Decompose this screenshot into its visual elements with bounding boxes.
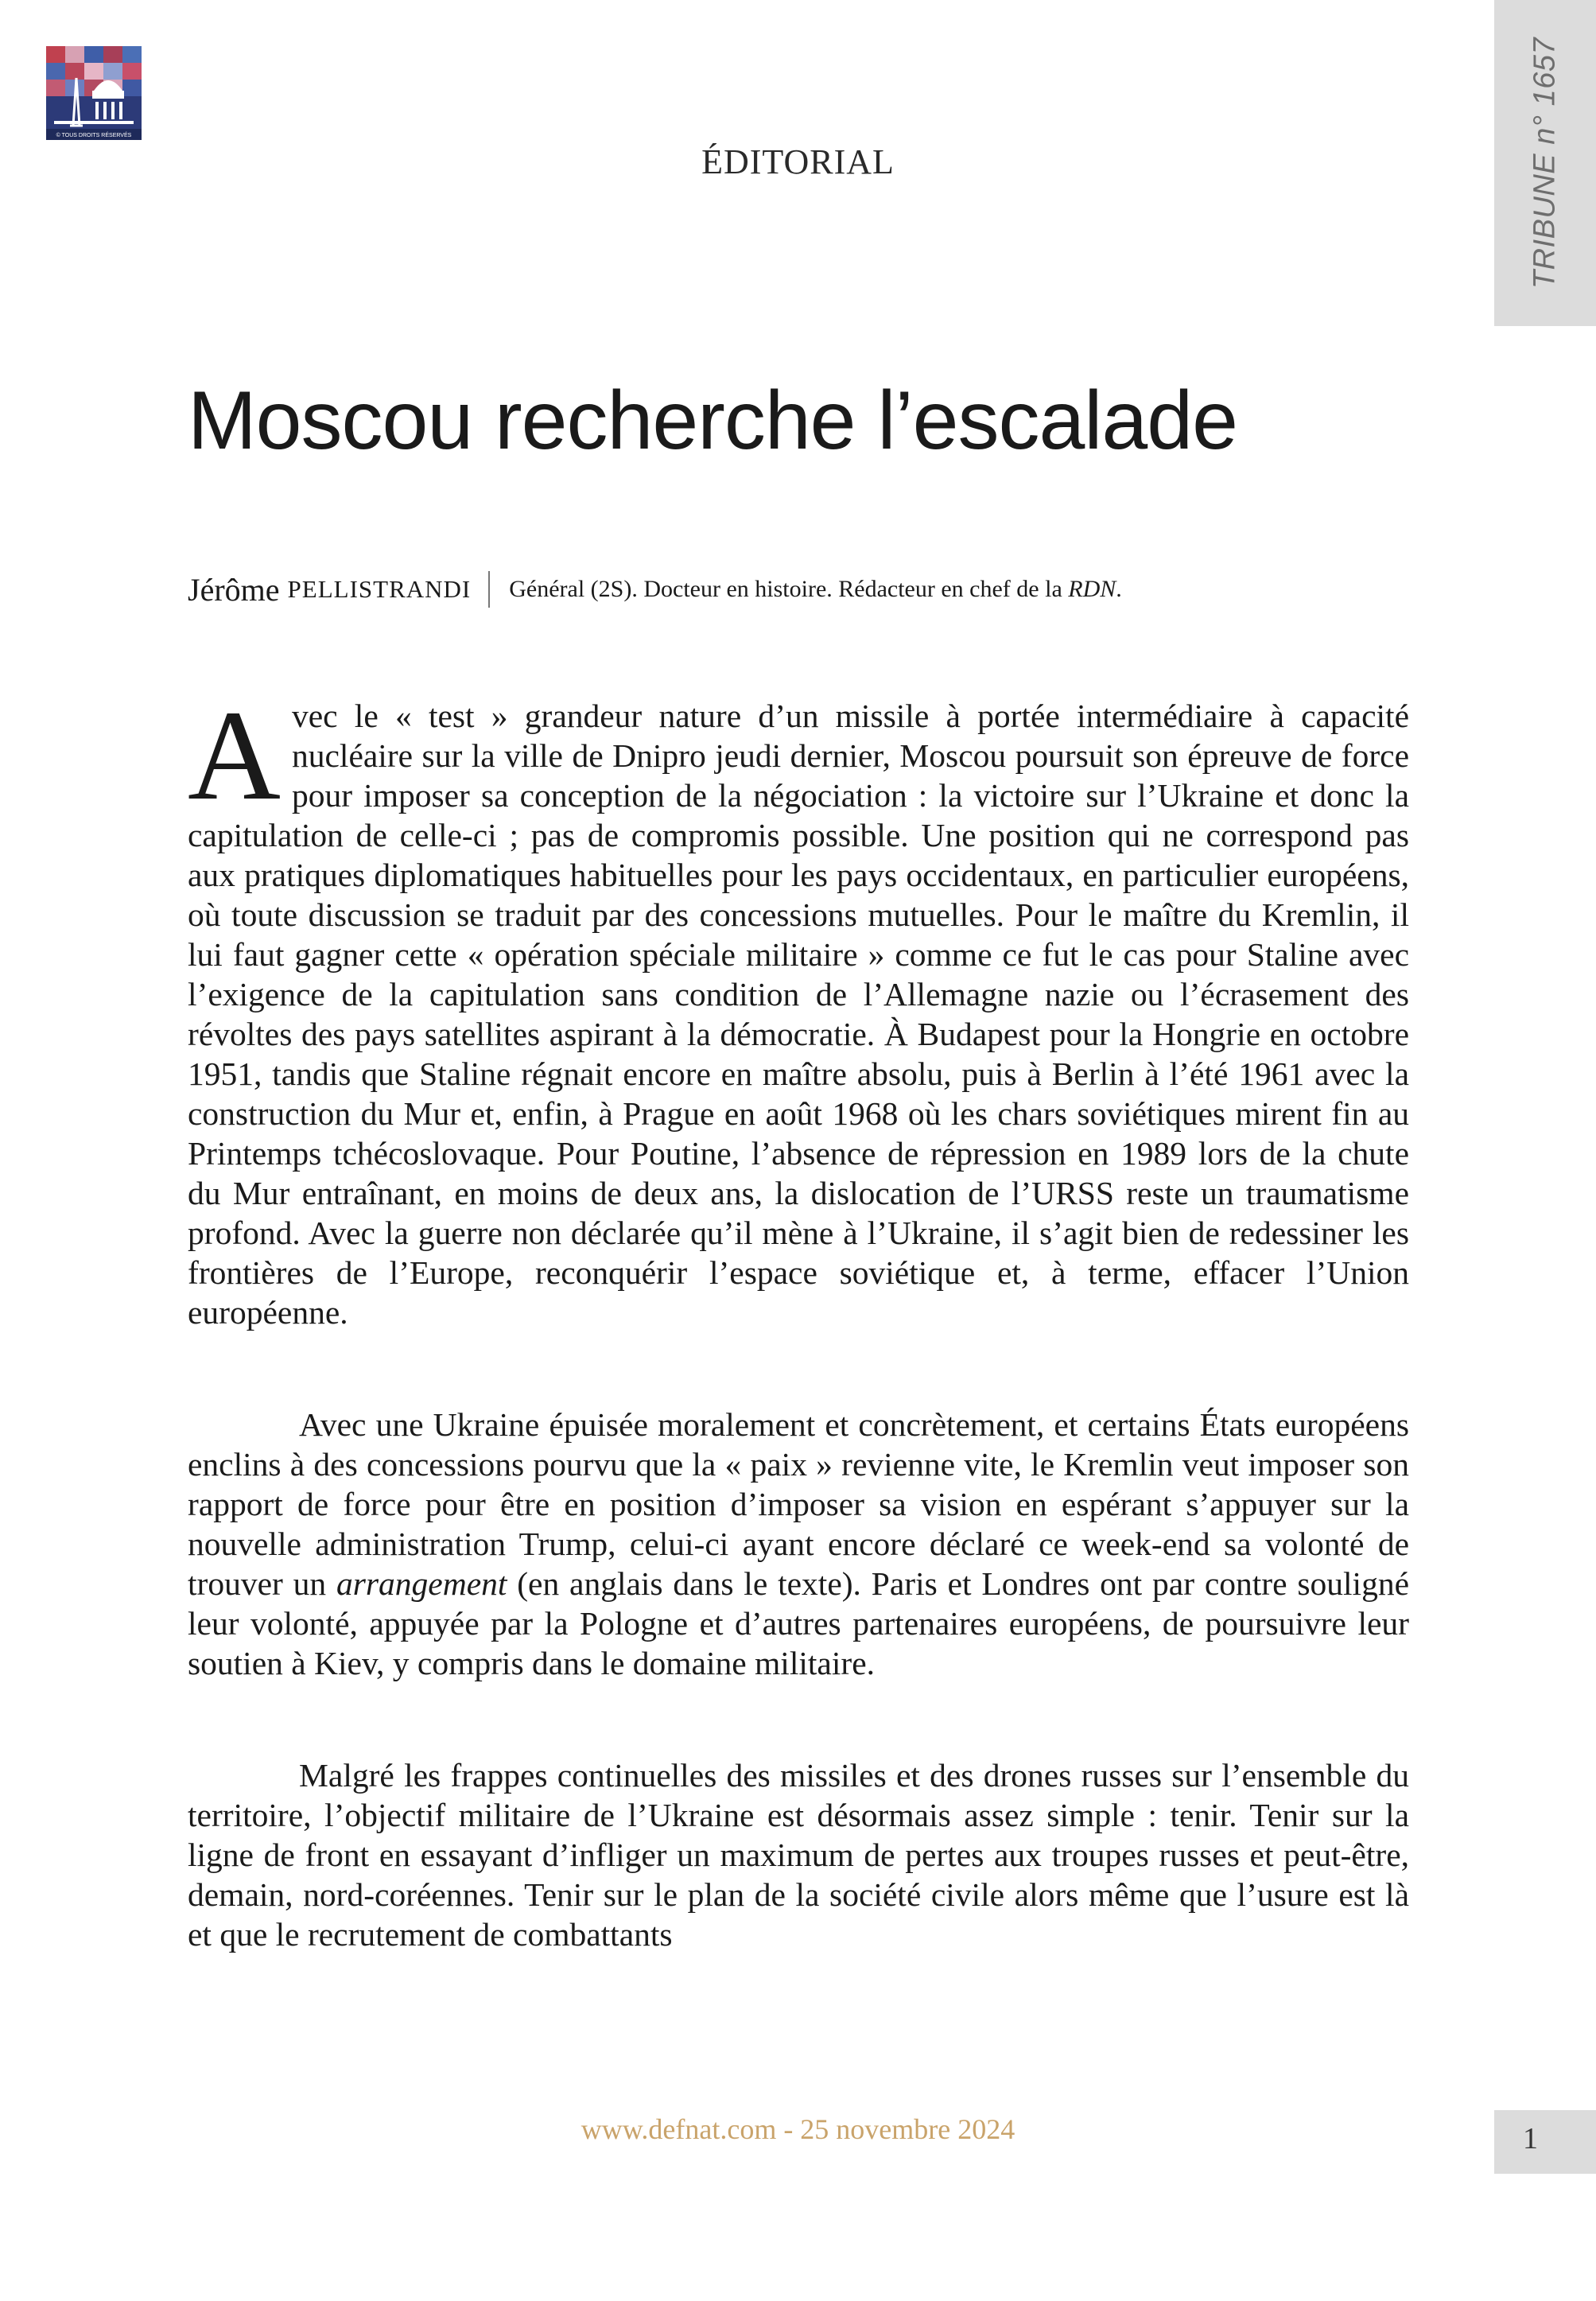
author-description-prefix: Général (2S). Docteur en histoire. Rédacteur en chef de la xyxy=(509,576,1069,602)
byline-separator xyxy=(488,571,490,608)
footer-url-date: www.defnat.com - 25 novembre 2024 xyxy=(581,2113,1015,2145)
section-label: ÉDITORIAL xyxy=(701,142,895,181)
paragraph-1: Avec le « test » grandeur nature d’un missile à portée intermédiaire à capacité nucléaire sur la ville de Dnipro jeudi dernier, Moscou poursuit son épreuve de force pour imposer sa conception de la négociation : la victoire sur l’Ukraine et donc la capitulation de celle-ci ; pas de compromis possible. Une position qui ne correspond pas aux pratiques diplomatiques habituelles pour les pays occidentaux, en particulier européens, où toute discussion se traduit par des concessions mutuelles. Pour le maître du Kremlin, il lui faut gagner cette « opération spéciale militaire » comme ce fut le cas pour Staline avec l’exigence de la capitulation sans condition de l’Allemagne nazie ou l’écrasement des révoltes des pays satellites aspirant à la démocratie. À Budapest pour la Hongrie en octobre 1951, tandis que Staline régnait encore en maître absolu, puis à Berlin à l’été 1961 avec la construction du Mur et, enfin, à Prague en août 1968 où les chars soviétiques mirent fin au Printemps tchécoslovaque. Pour Poutine, l’absence de répression en 1989 lors de la chute du Mur entraînant, en moins de deux ans, la dislocation de l’URSS reste un traumatisme profond. Avec la guerre non déclarée qu’il mène à l’Ukraine, il s’agit bien de redessiner les frontières de l’Europe, reconquérir l’espace soviétique et, à terme, effacer l’Union européenne. xyxy=(188,685,1409,1331)
author-description-journal: RDN xyxy=(1068,576,1116,602)
page-number-box xyxy=(1494,2110,1596,2174)
paragraph-2-emphasis: arrangement xyxy=(336,1565,507,1602)
article-title: Moscou recherche l’escalade xyxy=(188,375,1237,467)
author-last-name: PELLISTRANDI xyxy=(287,575,472,603)
logo-caption: © TOUS DROITS RÉSERVÉS xyxy=(56,133,132,138)
paragraph-2 xyxy=(188,1405,1409,1683)
paragraph-2-after: (en anglais dans le texte). Paris et Londres ont par contre souligné leur volonté, appuyée par la Pologne et d’autres partenaires européens, de poursuivre leur soutien à Kiev, y compris dans le domaine militaire. xyxy=(188,1565,1409,1681)
rdn-logo xyxy=(46,46,142,140)
rdn-logo-graphic xyxy=(46,46,142,140)
paragraph-3: Malgré les frappes continuelles des missiles et des drones russes sur l’ensemble du territoire, l’objectif militaire de l’Ukraine est désormais assez simple : tenir. Tenir sur la ligne de front en essayant d’infliger un maximum de pertes aux troupes russes et peut-être, demain, nord-coréennes. Tenir sur le plan de la société civile alors même que l’usure est là et que le recrutement de combattants xyxy=(188,1757,1409,1953)
author-description-suffix: . xyxy=(1116,576,1122,602)
author-first-name: Jérôme xyxy=(188,571,280,608)
byline xyxy=(188,569,1122,609)
author-description xyxy=(509,576,1122,603)
tribune-label: TRIBUNE n° 1657 xyxy=(1528,37,1562,290)
paragraph-2-before: Avec une Ukraine épuisée moralement et concrètement, et certains États européens enclins à des concessions pourvu que la « paix » revienne vite, le Kremlin veut imposer son rapport de force pour être en position d’imposer sa vision en espérant s’appuyer sur la nouvelle administration Trump, celui-ci ayant encore déclaré ce week-end sa volonté de trouver un xyxy=(188,1406,1409,1602)
page-number: 1 xyxy=(1523,2122,1538,2155)
article-body xyxy=(188,685,1409,2027)
